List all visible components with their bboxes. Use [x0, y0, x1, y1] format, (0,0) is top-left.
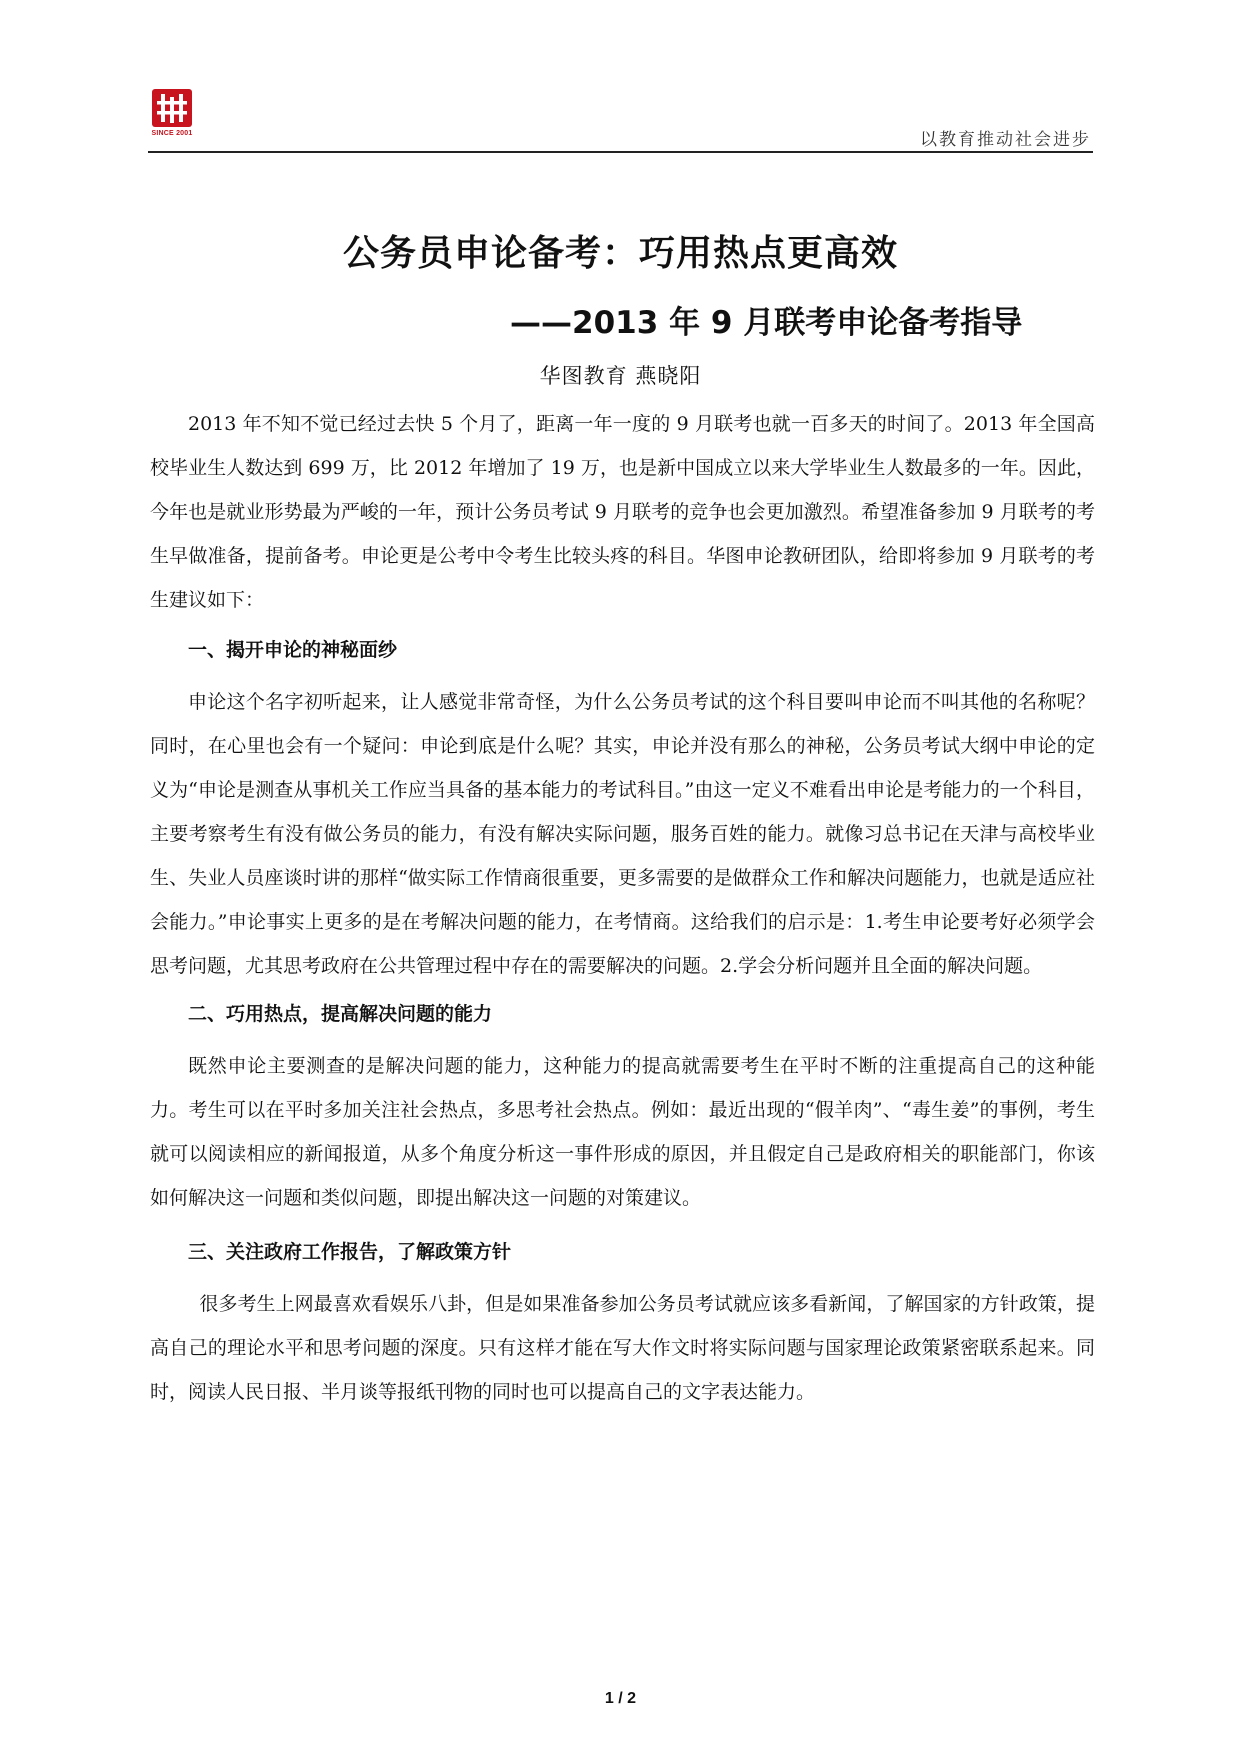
page-number: 1 / 2: [604, 1690, 637, 1707]
section-paragraph: 申论这个名字初听起来，让人感觉非常奇怪，为什么公务员考试的这个科目要叫申论而不叫其他的名称呢？同时，在心里也会有一个疑问：申论到底是什么呢？其实，申论并没有那么的神秘，公务员考试大纲中申论的定义为“申论是测查从事机关工作应当具备的基本能力的考试科目。”由这一定义不难看出申论是考能力的一个科目，主要考察考生有没有做公务员的能力，有没有解决实际问题，服务百姓的能力。就像习总书记在天津与高校毕业生、失业人员座谈时讲的那样“做实际工作情商很重要，更多需要的是做群众工作和解决问题能力，也就是适应社会能力。”申论事实上更多的是在考解决问题的能力，在考情商。这给我们的启示是：1.考生申论要考好必须学会思考问题，尤其思考政府在公共管理过程中存在的需要解决的问题。2.学会分析问题并且全面的解决问题。: [150, 691, 1095, 977]
section-heading: 三、关注政府工作报告，了解政策方针: [188, 1241, 512, 1263]
intro-paragraph: 2013 年不知不觉已经过去快 5 个月了，距离一年一度的 9 月联考也就一百多天的时间了。2013 年全国高校毕业生人数达到 699 万，比 2012 年增加了 19 万，也是新中国成立以来大学毕业生人数最多的一年。因此，今年也是就业形势最为严峻的一年，预计公务员考试 9 月联考的竞争也会更加激烈。希望准备参加 9 月联考的考生早做准备，提前备考。申论更是公考中令考生比较头疼的科目。华图申论教研团队，给即将参加 9 月联考的考生建议如下：: [150, 413, 1095, 611]
document-subtitle: ——2013 年 9 月联考申论备考指导: [510, 305, 1023, 341]
logo-mark-icon: [152, 89, 192, 127]
document-body: [150, 402, 1095, 1414]
section-heading: 一、揭开申论的神秘面纱: [188, 639, 398, 661]
huatu-logo: [150, 89, 194, 145]
section-paragraph: 既然申论主要测查的是解决问题的能力，这种能力的提高就需要考生在平时不断的注重提高自己的这种能力。考生可以在平时多加关注社会热点，多思考社会热点。例如：最近出现的“假羊肉”、“毒生姜”的事例，考生就可以阅读相应的新闻报道，从多个角度分析这一事件形成的原因，并且假定自己是政府相关的职能部门，你该如何解决这一问题和类似问题，即提出解决这一问题的对策建议。: [150, 1055, 1095, 1209]
header-slogan: 以教育推动社会进步: [920, 130, 1091, 150]
header-divider: [148, 151, 1093, 153]
document-author: 华图教育 燕晓阳: [539, 364, 702, 388]
section-heading: 二、巧用热点，提高解决问题的能力: [188, 1003, 493, 1025]
document-title: 公务员申论备考：巧用热点更高效: [342, 233, 898, 274]
logo-caption: SINCE 2001: [151, 130, 193, 137]
section-paragraph: 很多考生上网最喜欢看娱乐八卦，但是如果准备参加公务员考试就应该多看新闻，了解国家的方针政策，提高自己的理论水平和思考问题的深度。只有这样才能在写大作文时将实际问题与国家理论政策紧密联系起来。同时，阅读人民日报、半月谈等报纸刊物的同时也可以提高自己的文字表达能力。: [150, 1293, 1095, 1403]
